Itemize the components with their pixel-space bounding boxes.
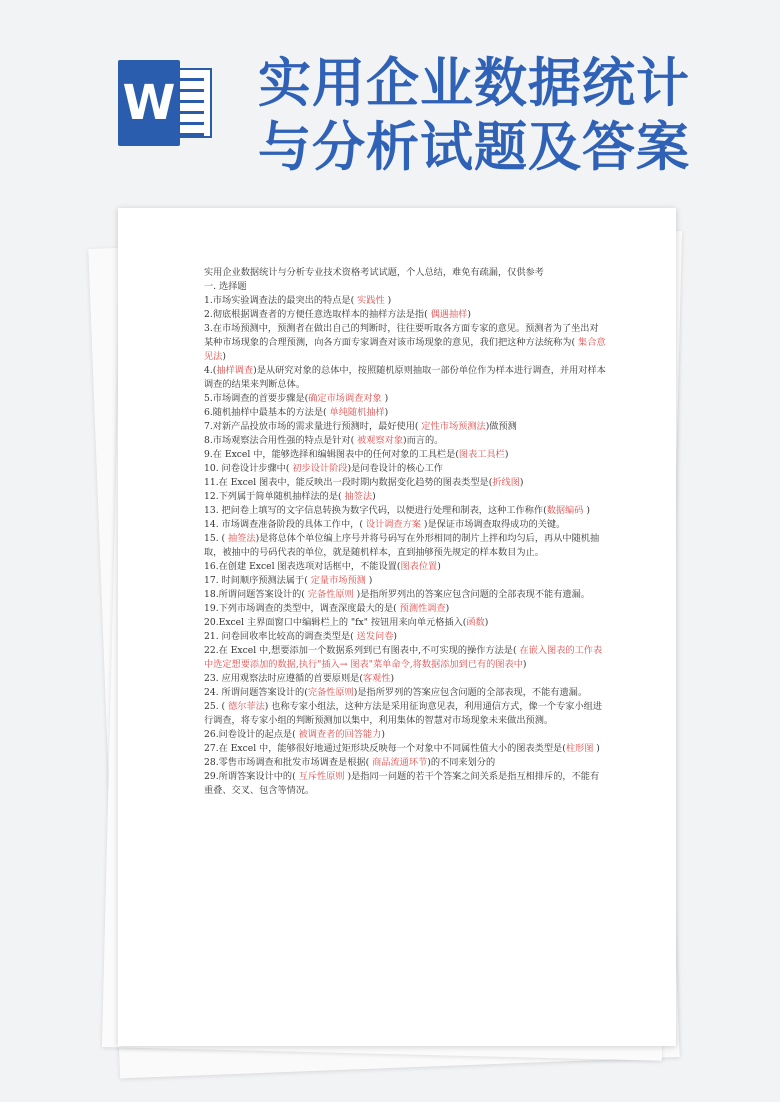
question-item: [204, 322, 606, 364]
question-text-end: ): [519, 477, 524, 488]
document-page: [118, 208, 676, 1046]
answer-text: 商品流通环节: [369, 757, 428, 768]
question-text: 27.在 Excel 中，能够很好地通过矩形块反映每一个对象中不同属性值大小的图表类型是(: [204, 743, 566, 754]
answer-text: 抽样调查: [216, 365, 254, 376]
question-text-end: ): [593, 743, 600, 754]
answer-text: 定性市场预测法: [418, 421, 486, 432]
question-text-end: ): [381, 729, 385, 740]
question-item: [204, 686, 606, 700]
question-item: [204, 490, 606, 504]
answer-text: 互斥性原则: [295, 771, 345, 782]
question-text-end: )是指同一问题的若干个答案之间关系是指互相排斥的，不能有重叠、交叉、包含等情况。: [204, 771, 600, 796]
question-item: [204, 770, 606, 798]
question-text: 6.随机抽样中最基本的方法是(: [204, 407, 327, 418]
answer-text: 图表位置: [400, 561, 438, 572]
question-item: [204, 560, 606, 574]
answer-text: 德尔菲法: [225, 701, 265, 712]
question-text: 16.在创建 Excel 图表选项对话框中，不能设置(: [204, 561, 401, 572]
question-text: 7.对新产品投放市场的需求量进行预测时，最好使用(: [204, 421, 419, 432]
question-text-end: ): [390, 673, 395, 684]
question-text-end: )是保证市场调查取得成功的关键。: [420, 519, 566, 530]
question-text-end: )做预测: [485, 421, 517, 432]
question-text-end: ): [437, 561, 441, 572]
answer-text: 完备性原则: [307, 687, 354, 698]
question-text: 23. 应用观察法时应遵循的首要原则是(: [204, 673, 363, 684]
question-text: 19.下列市场调查的类型中，调查深度最大的是(: [204, 603, 397, 614]
question-text-end: ): [522, 659, 527, 670]
question-text: 20.Excel 主界面窗口中编辑栏上的 "fx" 按钮用来向单元格插入(: [204, 617, 467, 628]
question-text: 29.所谓答案设计中的(: [204, 771, 296, 782]
question-text: 11.在 Excel 图表中，能反映出一段时期内数据变化趋势的图表类型是(: [204, 477, 493, 488]
section-heading: 一. 选择题: [204, 281, 247, 292]
question-item: [204, 476, 606, 490]
question-item: [204, 504, 606, 518]
page-title: [258, 52, 690, 180]
answer-text: 设计调查方案: [362, 519, 421, 530]
question-text-end: ): [372, 491, 376, 502]
answer-text: 图表工具栏: [458, 449, 505, 460]
question-item: [204, 434, 606, 448]
question-text-end: ): [583, 505, 590, 516]
question-text: 9.在 Excel 中，能够选择和编辑图表中的任何对象的工具栏是(: [204, 449, 459, 460]
answer-text: 被调查者的回答能力: [295, 729, 382, 740]
answer-text: 函数: [466, 617, 485, 628]
answer-text: 客观性: [362, 673, 391, 684]
answer-text: 抽签法: [341, 491, 373, 502]
question-item: [204, 756, 606, 770]
header: [0, 0, 780, 200]
question-text: 22.在 Excel 中,想要添加一个数据系列到已有图表中,不可实现的操作方法是(: [204, 645, 517, 656]
question-text-end: )的不同来划分的: [427, 757, 496, 768]
question-text: 2.彻底根据调查者的方便任意选取样本的抽样方法是指(: [204, 309, 428, 320]
answer-text: 偶遇抽样: [427, 309, 468, 320]
question-item: [204, 392, 606, 406]
question-text: 24. 所谓问题答案设计的(: [204, 687, 308, 698]
question-text: 3.在市场预测中，预测者在做出自己的判断时，往往要听取各方面专家的意见。预测者为了坐出对某种市场现象的合理预测，向各方面专家调查对该市场现象的意见，我们把这种方法统称为(: [204, 323, 599, 348]
question-text-end: ): [387, 295, 392, 306]
question-text-end: )是问卷设计的核心工作: [347, 463, 443, 474]
question-item: [204, 630, 606, 644]
question-item: [204, 518, 606, 532]
word-icon: [118, 60, 212, 146]
question-text: 1.市场实验调查法的最突出的特点是(: [204, 295, 355, 306]
question-text-end: )是从研究对象的总体中，按照随机原则抽取一部份单位作为样本进行调查，并用对样本调查的结果来判断总体。: [204, 365, 606, 390]
question-text-end: ): [222, 351, 226, 362]
answer-text: 在嵌入图表的工作表中选定想要添加的数据,执行"插入→ 图表"菜单命令,将数据添加到已有的图表中: [204, 645, 603, 670]
answer-text: 抽签法: [225, 533, 256, 544]
document-intro: 实用企业数据统计与分析专业技术资格考试试题，个人总结，难免有疏漏，仅供参考: [204, 267, 544, 278]
question-item: [204, 406, 606, 420]
question-text-end: )是指所罗列出的答案应包含问题的全部表现不能有遗漏。: [353, 589, 590, 600]
question-text: 12.下列属于简单随机抽样法的是(: [204, 491, 342, 502]
question-item: [204, 308, 606, 322]
question-item: [204, 700, 606, 728]
answer-text: 折线图: [492, 477, 520, 488]
question-text: 17. 时间顺序预测法属于(: [204, 575, 308, 586]
question-text-end: )是将总体个单位编上序号并将号码写在外形相同的制片上拌和均匀后，再从中随机抽取，被抽中的号码代表的单位，就是随机样本，直到抽够预先规定的样本数目为止。: [204, 533, 600, 558]
question-item: [204, 462, 606, 476]
title-line-1: 实用企业数据统计: [258, 53, 690, 114]
question-item: [204, 574, 606, 588]
answer-text: 柱形图: [565, 743, 594, 754]
question-text-end: ): [393, 631, 398, 642]
question-item: [204, 742, 606, 756]
answer-text: 实践性: [354, 295, 388, 306]
question-text: 15. (: [204, 533, 226, 544]
question-text-end: ): [384, 407, 389, 418]
question-text-end: ): [381, 393, 389, 404]
question-text: 21. 问卷回收率比较高的调查类型是(: [204, 631, 354, 642]
question-text: 13. 把问卷上填写的文字信息转换为数字代码，以便进行处理和制表，这种工作称作(: [204, 505, 547, 516]
answer-text: 完备性原则: [304, 589, 354, 600]
answer-text: 集合意见法: [204, 337, 606, 362]
question-text-end: ): [484, 617, 489, 628]
question-text-end: ) 也称专家小组法，这种方法是采用征询意见表，利用通信方式，像一个专家小组进行调查，将专家小组的判断预测加以集中，利用集体的智慧对市场现象未来做出预测。: [204, 701, 603, 726]
question-item: [204, 728, 606, 742]
answer-text: 单纯随机抽样: [326, 407, 385, 418]
question-text: 18.所谓问题答案设计的(: [204, 589, 305, 600]
question-item: [204, 588, 606, 602]
question-item: [204, 672, 606, 686]
question-text: 5.市场调查的首要步骤是(: [204, 393, 309, 404]
question-item: [204, 294, 606, 308]
answer-text: 定量市场预测: [307, 575, 366, 586]
answer-text: 数据编码: [546, 505, 584, 516]
question-text: 8.市场观察法合用性强的特点是针对(: [204, 435, 355, 446]
question-item: [204, 420, 606, 434]
question-text: 10. 问卷设计步骤中(: [204, 463, 290, 474]
question-text-end: )是指所罗列的答案应包含问题的全部表现，不能有遗漏。: [353, 687, 588, 698]
question-text: 28.零售市场调查和批发市场调查是根据(: [204, 757, 370, 768]
question-item: [204, 364, 606, 392]
question-text-end: ): [467, 309, 471, 320]
question-text-end: ): [504, 449, 509, 460]
question-text-end: )而言的。: [403, 435, 444, 446]
word-logo-letter: W: [118, 60, 180, 146]
question-text-end: ): [445, 603, 450, 614]
question-text: 4.(: [204, 365, 217, 376]
title-line-2: 与分析试题及答案: [258, 117, 690, 178]
question-item: [204, 644, 606, 672]
answer-text: 被观察对象: [354, 435, 404, 446]
question-item: [204, 616, 606, 630]
answer-text: 初步设计阶段: [289, 463, 348, 474]
question-item: [204, 602, 606, 616]
question-text: 25. (: [204, 701, 226, 712]
question-text: 26.问卷设计的起点是(: [204, 729, 296, 740]
document-content: [204, 266, 606, 798]
question-list: [204, 294, 606, 798]
question-item: [204, 448, 606, 462]
question-text-end: ): [365, 575, 373, 586]
question-item: [204, 532, 606, 560]
answer-text: 预测性调查: [396, 603, 446, 614]
answer-text: 送发问卷: [353, 631, 394, 642]
answer-text: 确定市场调查对象: [308, 393, 382, 404]
question-text: 14. 市场调查准备阶段的具体工作中，(: [204, 519, 363, 530]
